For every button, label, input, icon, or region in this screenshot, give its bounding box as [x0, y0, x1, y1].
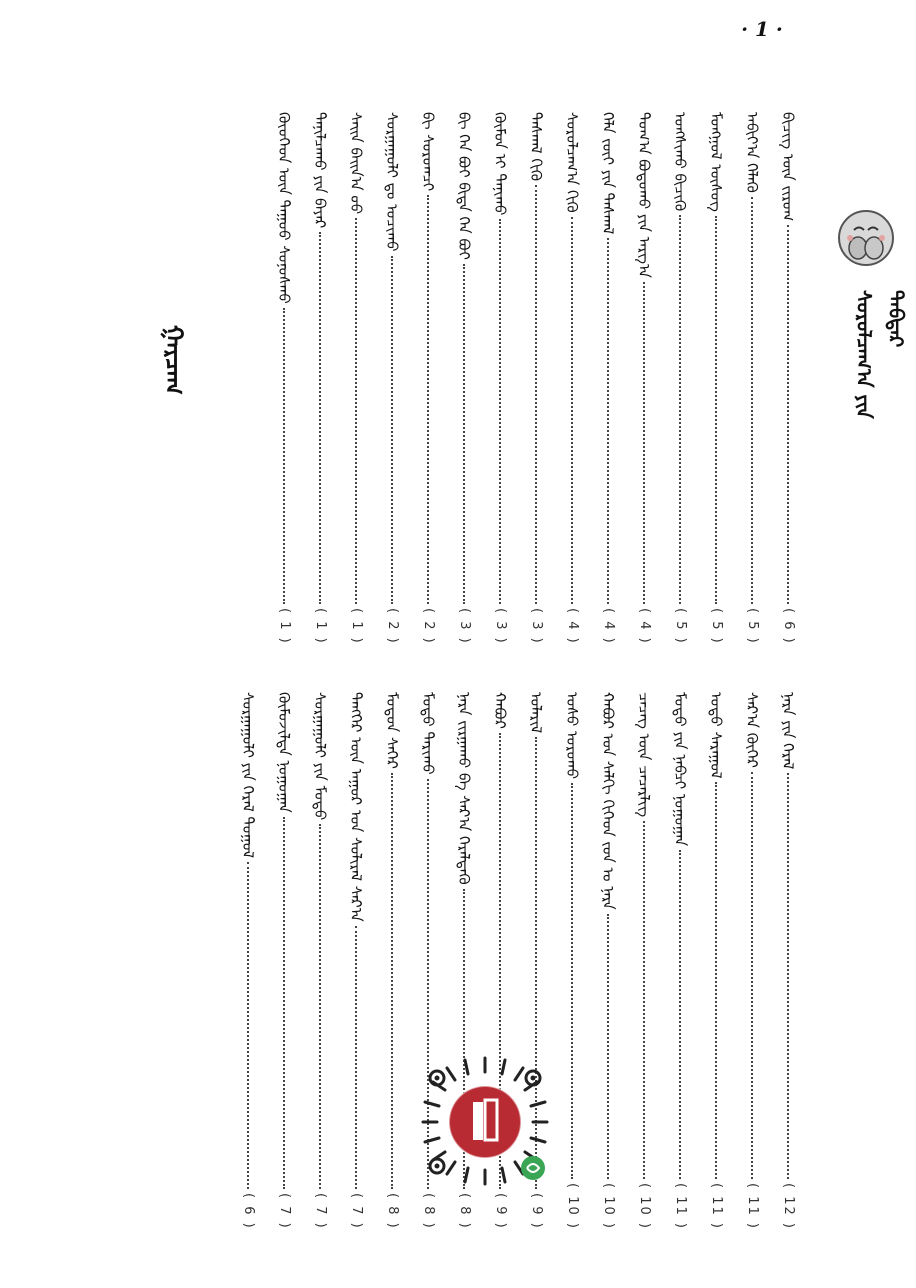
- toc-entry-title: ᠣᠳᠣ ᠰᠠᠷᠠᠭᠤᠯ: [707, 692, 725, 779]
- toc-leader-dots: [607, 914, 609, 1179]
- toc-entry[interactable]: [302, 112, 338, 645]
- toc-entry-page: ( 1 ): [349, 608, 364, 645]
- toc-entry[interactable]: [626, 112, 662, 645]
- toc-entry-page: ( 3 ): [457, 608, 472, 645]
- toc-entry[interactable]: [626, 692, 662, 1230]
- toc-leader-dots: [355, 218, 357, 604]
- toc-entry-page: ( 9 ): [529, 1193, 544, 1230]
- toc-entry[interactable]: [698, 692, 734, 1230]
- toc-leader-dots: [319, 824, 321, 1189]
- toc-entry-page: ( 8 ): [385, 1193, 400, 1230]
- toc-leader-dots: [751, 197, 753, 604]
- toc-entry-title: ᠬᠡᠯᠡ ᠵᠦᠢ ᠶᠢᠨ ᠳᠠᠰᠭᠠᠯ: [599, 112, 617, 235]
- toc-entry[interactable]: [374, 112, 410, 645]
- toc-entry[interactable]: [590, 112, 626, 645]
- toc-entry-title: ᠨᠠᠷᠠ ᠶᠢᠨ ᠭᠡᠷᠡᠯ: [779, 692, 797, 770]
- toc-entry[interactable]: [410, 112, 446, 645]
- toc-entry-title: ᠮᠣᠳᠣᠨ ᠰᠡᠭᠡᠷ: [383, 692, 401, 769]
- page-number: · 1 ·: [741, 17, 783, 41]
- toc-entry[interactable]: [554, 112, 590, 645]
- toc-entry[interactable]: [518, 112, 554, 645]
- toc-entry-page: ( 6 ): [781, 608, 796, 645]
- toc-entry-title: ᠰᠠᠢᠨ ᠪᠠᠢᠨ᠎ᠠ ᠤᠤ: [347, 112, 365, 215]
- toc-entry-title: ᠪᠢᠴᠢᠭ ᠦᠨ ᠵᠢᠷᠤᠭ: [779, 112, 797, 222]
- toc-entry-page: ( 11 ): [673, 1183, 688, 1230]
- toc-leader-dots: [427, 195, 429, 604]
- toc-leader-dots: [355, 926, 357, 1190]
- toc-leader-dots: [787, 225, 789, 604]
- toc-entry-title: ᠰᠤᠷᠭᠠᠭᠤᠯᠢ ᠶᠢᠨ ᠭᠡᠷᠡᠯ ᠲᠤᠭᠤᠯ: [239, 692, 257, 858]
- toc-entry-title: ᠳᠠᠰᠭᠠᠯ ᠬᠢᠬᠦ: [527, 112, 545, 181]
- toc-entry-title: ᠰᠤᠷᠭᠠᠭᠤᠯᠢ ᠳᠤ ᠣᠴᠢᠬᠤ: [383, 112, 401, 252]
- toc-entry-page: ( 1 ): [277, 608, 292, 645]
- toc-entry-page: ( 3 ): [529, 608, 544, 645]
- toc-leader-dots: [391, 773, 393, 1189]
- toc-entry-title: ᠬᠦᠦᠬᠡᠳ ᠦᠨ ᠳᠠᠭᠤᠤ ᠰᠣᠨᠣᠰᠬᠤ: [275, 112, 293, 304]
- toc-entry-page: ( 1 ): [313, 608, 328, 645]
- book-title: ᠰᠤᠷᠤᠯᠴᠠᠭ᠎ᠠ ᠶᠢᠨ ᠳᠡᠪᠲᠡᠷ: [852, 290, 908, 419]
- toc-leader-dots: [643, 282, 645, 604]
- toc-heading: ᠭᠠᠷᠴᠠᠭ: [160, 325, 189, 395]
- toc-leader-dots: [571, 783, 573, 1179]
- toc-leader-dots: [787, 773, 789, 1179]
- toc-entry-title: ᠮᠣᠳᠣ ᠲᠠᠷᠢᠬᠤ: [419, 692, 437, 775]
- toc-leader-dots: [283, 817, 285, 1189]
- toc-leader-dots: [715, 216, 717, 604]
- toc-entry-page: ( 11 ): [709, 1183, 724, 1230]
- toc-entry[interactable]: [698, 112, 734, 645]
- toc-entry-title: ᠮᠣᠳᠣ ᠶᠢᠨ ᠨᠠᠪᠴᠢ ᠨᠣᠭᠣᠭᠠᠨ: [671, 692, 689, 847]
- toc-entry[interactable]: [662, 692, 698, 1230]
- toc-entry-title: ᠤᠯᠠᠷᠢᠯ: [527, 692, 545, 734]
- toc-leader-dots: [571, 217, 573, 605]
- toc-entry[interactable]: [770, 692, 806, 1230]
- toc-entry-page: ( 7 ): [313, 1193, 328, 1230]
- toc-entry-title: ᠠᠪᠢᠶ᠎ᠠ ᠬᠡᠯᠡᠬᠦ: [743, 112, 761, 193]
- toc-entry-page: ( 4 ): [637, 608, 652, 645]
- toc-entry-page: ( 2 ): [385, 608, 400, 645]
- toc-entry-title: ᠤᠰᠤ ᠣᠷᠣᠬᠤ: [563, 692, 581, 779]
- toc-entry-title: ᠬᠠᠪᠤᠷ: [491, 692, 509, 729]
- toc-entry-title: ᠬᠦᠮᠦᠨ ᠢ ᠲᠠᠨᠢᠬᠤ: [491, 112, 509, 216]
- toc-leader-dots: [607, 238, 609, 604]
- toc-entry-page: ( 8 ): [421, 1193, 436, 1230]
- toc-entry-title: ᠴᠡᠴᠡᠭ ᠦᠨ ᠴᠡᠴᠡᠷᠯᠢᠭ: [635, 692, 653, 818]
- toc-entry-title: ᠰᠠᠷ᠎ᠠ ᠬᠦᠭᠡᠷ: [743, 692, 761, 768]
- toc-leader-dots: [391, 256, 393, 605]
- toc-entry-title: ᠤᠩᠰᠢᠬᠤ ᠪᠢᠴᠢᠬᠦ: [671, 112, 689, 212]
- toc-entry-page: ( 3 ): [493, 608, 508, 645]
- mascot-face-icon: [836, 208, 896, 268]
- toc-entry-title: ᠬᠠᠪᠤᠷ ᠤᠨ ᠰᠠᠯᠬᠢ ᠬᠢᠭᠡᠳ ᠵᠣᠨ ᠤ ᠨᠠᠷᠠ: [599, 692, 617, 910]
- toc-entry-page: ( 8 ): [457, 1193, 472, 1230]
- toc-entry-title: ᠲᠡᠩᠭᠡᠷ ᠦᠨ ᠠᠭᠤᠷ ᠤᠨ ᠰᠣᠯᠢᠷᠠᠯ ᠰᠠᠷ᠎ᠠ: [347, 692, 365, 922]
- toc-entry[interactable]: [734, 692, 770, 1230]
- toc-entry[interactable]: [482, 112, 518, 645]
- toc-entry[interactable]: [338, 692, 374, 1230]
- toc-entry-page: ( 10 ): [601, 1183, 616, 1230]
- toc-leader-dots: [499, 219, 501, 604]
- toc-entry[interactable]: [770, 112, 806, 645]
- toc-leader-dots: [247, 862, 249, 1189]
- toc-entry[interactable]: [338, 112, 374, 645]
- toc-entry-page: ( 5 ): [745, 608, 760, 645]
- toc-entry[interactable]: [230, 692, 266, 1230]
- toc-entry-page: ( 10 ): [565, 1183, 580, 1230]
- toc-entry-title: ᠲᠠᠨᠢᠯᠴᠠᠬᠤ ᠶᠢᠨ ᠪᠠᠶᠠᠷ: [311, 112, 329, 229]
- toc-entry-page: ( 10 ): [637, 1183, 652, 1230]
- qr-code-icon: [405, 1050, 565, 1190]
- toc-entry-page: ( 4 ): [565, 608, 580, 645]
- toc-entry-title: ᠰᠤᠷᠤᠯᠴᠠᠭ᠎ᠠ ᠬᠢᠬᠦ: [563, 112, 581, 213]
- toc-entry-page: ( 5 ): [709, 608, 724, 645]
- toc-entry[interactable]: [266, 112, 302, 645]
- toc-entry-page: ( 5 ): [673, 608, 688, 645]
- toc-entry-title: ᠨᠠᠷᠠ ᠵᠢᠷᠭᠠᠬᠤ ᠪᠠ ᠰᠠᠷ᠎ᠠ ᠭᠡᠷᠡᠯᠲᠡᠬᠦ: [455, 692, 473, 885]
- toc-leader-dots: [463, 264, 465, 604]
- toc-entry-title: ᠲᠣᠭ᠎ᠠ ᠪᠣᠳᠣᠬᠤ ᠶᠢᠨ ᠠᠷᠭ᠎ᠠ: [635, 112, 653, 278]
- toc-entry-page: ( 11 ): [745, 1183, 760, 1230]
- toc-entry-page: ( 9 ): [493, 1193, 508, 1230]
- toc-entry[interactable]: [446, 112, 482, 645]
- toc-leader-dots: [319, 232, 321, 604]
- toc-entry[interactable]: [266, 692, 302, 1230]
- toc-entry[interactable]: [662, 112, 698, 645]
- toc-entry-title: ᠪᠢ ᠰᠤᠷᠤᠭᠴᠢ: [419, 112, 437, 192]
- toc-leader-dots: [679, 215, 681, 604]
- toc-entry[interactable]: [734, 112, 770, 645]
- toc-leader-dots: [679, 850, 681, 1179]
- toc-entry-title: ᠰᠤᠷᠭᠠᠭᠤᠯᠢ ᠶᠢᠨ ᠮᠣᠳᠣ: [311, 692, 329, 821]
- toc-entry-page: ( 12 ): [781, 1183, 796, 1230]
- toc-leader-dots: [535, 185, 537, 604]
- toc-entry-title: ᠪᠢ ᠬᠡᠨ ᠪᠤᠢ ᠪᠢᠳᠡ ᠬᠡᠨ ᠪᠤᠢ: [455, 112, 473, 260]
- toc-entry[interactable]: [590, 692, 626, 1230]
- toc-leader-dots: [751, 772, 753, 1179]
- toc-entry-title: ᠬᠦᠮᠦᠵᠢᠯᠲᠡ ᠨᠣᠭᠣᠭᠠᠨ: [275, 692, 293, 813]
- toc-entry-page: ( 6 ): [241, 1193, 256, 1230]
- toc-entry-page: ( 4 ): [601, 608, 616, 645]
- toc-entry-page: ( 2 ): [421, 608, 436, 645]
- toc-entry-title: ᠮᠣᠩᠭᠣᠯ ᠦᠰᠦᠭ: [707, 112, 725, 212]
- toc-leader-dots: [643, 821, 645, 1179]
- toc-leader-dots: [283, 308, 285, 605]
- toc-entry-page: ( 7 ): [349, 1193, 364, 1230]
- toc-entry-page: ( 7 ): [277, 1193, 292, 1230]
- toc-leader-dots: [715, 782, 717, 1179]
- toc-entry[interactable]: [302, 692, 338, 1230]
